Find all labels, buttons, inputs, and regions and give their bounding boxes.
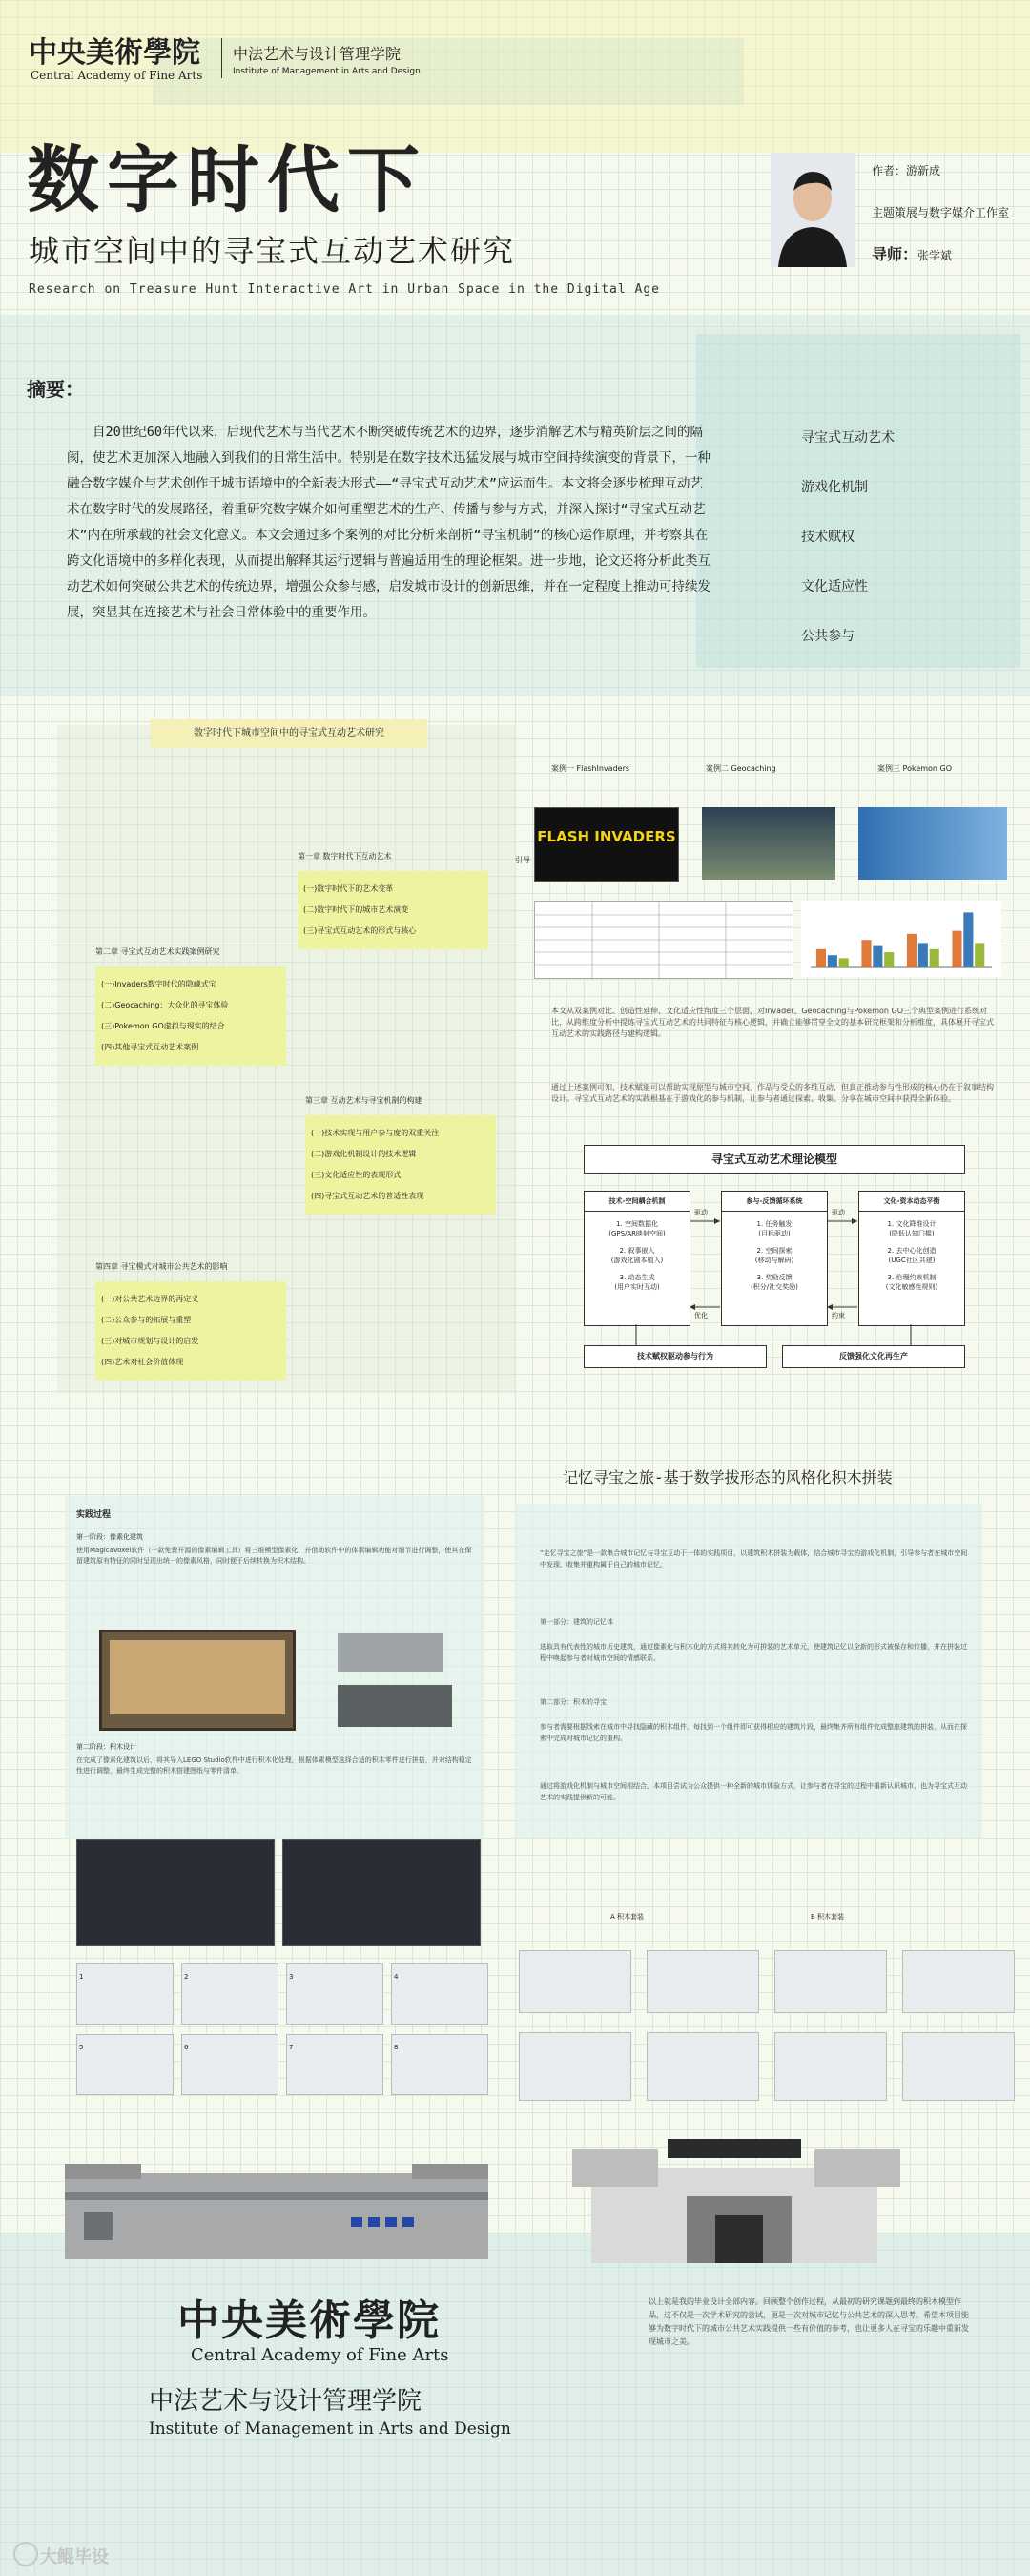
footer-institute-cn: 中法艺术与设计管理学院 — [149, 2387, 422, 2416]
case-label-3: 案例三 Pokemon GO — [877, 764, 953, 773]
bar-chart-bar — [930, 949, 939, 967]
lego-step-number: 3 — [289, 1973, 294, 1981]
bar-chart-svg — [801, 901, 1001, 977]
model-frame — [584, 1145, 965, 1374]
model-arrow-label-1: 驱动 — [694, 1209, 708, 1216]
project-right-p3: 参与者需要根据线索在城市中寻找隐藏的积木组件，每找到一个组件即可获得相应的建筑片段，最终集齐所有组件完成整座建筑的拼装，从而在探索中完成对城市记忆的重构。 — [540, 1723, 967, 1742]
case-label-1: 案例一 FlashInvaders — [551, 764, 630, 773]
case-image-invaders — [534, 807, 679, 882]
lego-step-image — [286, 1963, 383, 2025]
poster-subtitle: 城市空间中的寻宝式互动艺术研究 — [29, 233, 516, 269]
lego-step-image — [391, 2034, 488, 2095]
model-col1-item: (GPS/AR映射空间) — [608, 1230, 666, 1237]
chapter-4-block — [95, 1261, 286, 1381]
project-right-p4: 通过将游戏化机制与城市空间相结合，本项目尝试为公众提供一种全新的城市体验方式，让参与者在寻宝的过程中重新认识城市，也为寻宝式互动艺术的实践提供新的可能。 — [540, 1782, 967, 1801]
project-title: 记忆寻宝之旅-基于数学拔形态的风格化积木拼装 — [563, 1468, 893, 1486]
keyword-4: 文化适应性 — [801, 579, 868, 594]
project-right-p2: 选取具有代表性的城市历史建筑，通过像素化与积木化的方式将其转化为可拼装的艺术单元，使建筑记忆以全新的形式被保存和传播，并在拼装过程中唤起参与者对城市空间的情感联系。 — [540, 1643, 967, 1662]
model-col3-item: 1. 文化降维设计 — [887, 1220, 937, 1228]
render-set-a-2 — [647, 1950, 759, 2013]
bar-chart-bar — [861, 940, 871, 967]
case-label-2: 案例二 Geocaching — [706, 764, 776, 773]
footer-logo-cn: 中央美術學院 — [177, 2296, 441, 2345]
model-arrow-label-2: 驱动 — [832, 1209, 845, 1216]
bar-chart-bar — [975, 943, 984, 967]
chapter-3-item: (三)文化适应性的表现形式 — [311, 1171, 402, 1179]
bar-chart-bar — [828, 955, 837, 967]
model-col2-title: 参与-反馈循环系统 — [722, 1192, 827, 1212]
model-col3-item: 2. 去中心化创造 — [887, 1247, 937, 1255]
watermark-icon — [13, 2542, 38, 2566]
chapter-1-block — [298, 851, 488, 949]
lego-step-grid — [76, 1963, 486, 2107]
chapter-3-item: (二)游戏化机制设计的技术逻辑 — [311, 1150, 417, 1158]
model-bottom-left: 技术赋权驱动参与行为 — [584, 1345, 767, 1368]
model-col1-item: 1. 空间数据化 — [616, 1220, 658, 1228]
lego-step-number: 5 — [79, 2044, 84, 2051]
case-image-geocaching — [702, 807, 835, 880]
model-col2-item: (积分/社交奖励) — [751, 1283, 798, 1291]
comparison-table-grid — [535, 902, 793, 978]
model-bottom-right: 反馈强化文化再生产 — [782, 1345, 965, 1368]
lego-step-number: 2 — [184, 1973, 189, 1981]
software-screenshot-1 — [76, 1839, 275, 1946]
game-map-inner — [110, 1640, 285, 1714]
model-arrow-label-3: 优化 — [694, 1312, 708, 1319]
chapter-2-title: 第二章 寻宝式互动艺术实践案例研究 — [95, 947, 220, 956]
model-col2-item: (移动与解码) — [754, 1257, 794, 1264]
header-institute-en: Institute of Management in Arts and Design — [233, 67, 421, 76]
lego-step-image — [181, 1963, 278, 2025]
chapter-1-item: (三)寻宝式互动艺术的形式与核心 — [303, 926, 417, 935]
lego-step-number: 4 — [394, 1973, 399, 1981]
chapter-1-items — [298, 871, 488, 949]
chapter-1-item: (二)数字时代下的城市艺术演变 — [303, 905, 409, 914]
footer-institute-en: Institute of Management in Arts and Design — [149, 2420, 511, 2439]
chapter-4-item: (三)对城市规划与设计的启发 — [101, 1337, 199, 1345]
model-col1-item: (游戏化剧本植入) — [610, 1257, 664, 1264]
keyword-1: 寻宝式互动艺术 — [801, 430, 895, 446]
cases-paragraph-1: 本文从双案例对比、创造性延伸、文化适应性角度三个层面，对Invader、Geocaching与Pokemon GO三个典型案例进行系统对比，从跨维度分析中提炼寻宝式互动艺术的共同特征与核心逻辑，并确立能够贯穿全文的基本研究框架和分析维度，具体展开寻宝式互动艺术的实践路径与建构逻辑。 — [551, 1007, 994, 1038]
chapter-2-block — [95, 946, 286, 1066]
lego-step-image — [76, 1963, 174, 2025]
lego-step-image — [181, 2034, 278, 2095]
header-logo-en: Central Academy of Fine Arts — [31, 69, 203, 82]
lego-step-number: 8 — [394, 2044, 399, 2051]
cases-line-chart — [792, 901, 801, 977]
keyword-list — [801, 427, 895, 675]
pixel-building-left — [65, 2135, 488, 2259]
lego-step-number: 1 — [79, 1973, 84, 1981]
chapter-3-block — [305, 1095, 496, 1215]
lego-step-number: 7 — [289, 2044, 294, 2051]
render-set-a-4 — [647, 2032, 759, 2101]
advisor-line — [872, 242, 952, 264]
model-col2-item: 2. 空间探索 — [756, 1247, 793, 1255]
chapter-4-item: (一)对公共艺术边界的再定义 — [101, 1295, 199, 1303]
outline-title: 数字时代下城市空间中的寻宝式互动艺术研究 — [194, 728, 384, 738]
bar-chart-bar — [952, 931, 961, 967]
chapter-2-item: (四)其他寻宝式互动艺术案例 — [101, 1043, 199, 1051]
render-set-a-3 — [519, 2032, 631, 2101]
chapter-4-title: 第四章 寻宝模式对城市公共艺术的影响 — [95, 1262, 228, 1271]
chapter-2-items — [95, 966, 286, 1066]
model-col3-item: (UGC社区共建) — [888, 1257, 936, 1264]
model-col2-item: 3. 奖励反馈 — [756, 1274, 793, 1281]
lego-step-image — [286, 2034, 383, 2095]
stage-1-label: 第一阶段：像素化建筑 — [76, 1533, 143, 1541]
abstract-text: 自20世纪60年代以来，后现代艺术与当代艺术不断突破传统艺术的边界，逐步消解艺术与精英阶层之间的隔阂，使艺术更加深入地融入到我们的日常生活中。特别是在数字技术迅猛发展与城市空间持续演变的背景下，一种融合数字媒介与艺术创作于城市语境中的全新表达形式——“寻宝式互动艺术”应运而生。本文将会逐步梳理互动艺术在数字时代的发展路径，着重研究数字媒介如何重塑艺术的生产、传播与参与方式，并深入探讨“寻宝式互动艺术”内在所承载的社会文化意义。本文会通过多个案例的对比分析来剖析“寻宝机制”的核心运作原理，并考察其在跨文化语境中的多样化表现，从而提出解释其运行逻辑与普遍适用性的理论框架。进一步地，论文还将分析此类互动艺术如何突破公共艺术的传统边界，增强公众参与感，启发城市设计的创新思维，并在一定程度上推动可持续发展，突显其在连接艺术与社会日常体验中的重要作用。 — [67, 425, 711, 620]
comparison-table — [534, 901, 793, 979]
chapter-1-item: (一)数字时代下的艺术变革 — [303, 884, 394, 893]
model-title: 寻宝式互动艺术理论模型 — [711, 1153, 837, 1166]
model-col3-item: (降低认知门槛) — [889, 1230, 935, 1237]
stage-1-text: 使用MagicaVoxel软件（一款免费开源的像素编辑工具）将三维模型像素化，并借助软件中的体素编辑功能对细节进行调整，使其在保留建筑原有特征的同时呈现出统一的像素风格，同时便于后续转换为积木结构。 — [76, 1547, 472, 1565]
pixel-building-right — [572, 2129, 900, 2263]
chapter-4-item: (二)公众参与的拓展与重塑 — [101, 1316, 192, 1324]
cases-paragraph-2: 通过上述案例可知，技术赋能可以帮助实现原型与城市空间、作品与受众的多维互动，但真正推动参与性形成的核心仍在于叙事结构设计。寻宝式互动艺术的实践根基在于游戏化的参与机制，让参与者通过探索、收集、分享在城市空间中获得全新体验。 — [551, 1083, 994, 1103]
pixel-building-thumb-2 — [338, 1685, 452, 1727]
render-set-b-1 — [774, 1950, 887, 2013]
lego-step-number: 6 — [184, 2044, 189, 2051]
model-col2-item: 1. 任务触发 — [756, 1220, 793, 1228]
chapter-4-item: (四)艺术对社会价值体现 — [101, 1358, 184, 1366]
outline-title-box — [151, 719, 427, 748]
lego-step-image — [76, 2034, 174, 2095]
advisor-label: 导师： — [872, 245, 918, 263]
case-image-pokemon — [858, 807, 1007, 880]
stage-2-text: 在完成了像素化建筑以后，将其导入LEGO Studio软件中进行积木化处理，根据体素模型选择合适的积木零件进行拼搭，并对结构稳定性进行调整，最终生成完整的积木搭建图纸与零件清单。 — [76, 1756, 472, 1775]
chapter-1-title: 第一章 数字时代下互动艺术 — [298, 852, 392, 861]
chapter-2-item: (三)Pokemon GO虚拟与现实的结合 — [101, 1022, 225, 1030]
abstract-heading: 摘要： — [27, 378, 84, 401]
watermark-text: 大鲲毕设 — [40, 2547, 109, 2567]
outline-connector-label: 引导 — [515, 856, 530, 864]
keyword-3: 技术赋权 — [801, 530, 855, 545]
model-col1-item: 2. 叙事嵌入 — [619, 1247, 655, 1255]
model-col3-item: 3. 伦理约束机制 — [887, 1274, 937, 1281]
chapter-3-items — [305, 1115, 496, 1215]
pixel-building-right-svg — [572, 2129, 900, 2263]
part-1-label: 第一部分：建筑的记忆体 — [540, 1618, 613, 1626]
poster-english-title: Research on Treasure Hunt Interactive Art in Urban Space in the Digital Age — [29, 282, 660, 297]
conclusion-text: 以上就是我的毕业设计全部内容。回顾整个创作过程，从最初的研究课题到最终的积木模型作品，这不仅是一次学术研究的尝试，更是一次对城市记忆与公共艺术的深入思考。希望本项目能够为数字时代下的城市公共艺术实践提供一些有价值的参考，也让更多人在寻宝的乐趣中重新发现城市之美。 — [649, 2297, 969, 2346]
render-set-a-1 — [519, 1950, 631, 2013]
pixel-building-thumb-1 — [338, 1633, 443, 1672]
part-2-label: 第二部分：积木的寻宝 — [540, 1698, 607, 1706]
stage-2-label: 第二阶段：积木设计 — [76, 1743, 136, 1751]
render-set-b-2 — [902, 1950, 1015, 2013]
project-right-p1: “走忆寻宝之旅”是一款集合城市记忆与寻宝互动于一体的实践项目，以建筑积木拼装为载体，结合城市寻宝的游戏化机制，引导参与者在城市空间中发现、收集并重构属于自己的城市记忆。 — [540, 1549, 968, 1568]
chapter-3-item: (四)寻宝式互动艺术的普适性表现 — [311, 1192, 424, 1200]
author-line: 作者：游新成 — [872, 164, 941, 177]
chapter-2-item: (一)Invaders数字时代的隐藏式宝 — [101, 980, 216, 988]
advisor-name: 张学斌 — [917, 249, 953, 262]
bar-chart-bar — [839, 958, 849, 967]
model-arrow-label-4: 约束 — [832, 1312, 845, 1319]
model-col1-item: (用户实时互动) — [614, 1283, 660, 1291]
model-arrows — [584, 1145, 965, 1374]
set-a-label: A 积木套装 — [610, 1913, 645, 1921]
chapter-2-item: (二)Geocaching：大众化的寻宝体验 — [101, 1001, 229, 1009]
set-b-label: B 积木套装 — [811, 1913, 845, 1921]
model-col3-title: 文化-资本动态平衡 — [859, 1192, 964, 1212]
lego-step-image — [391, 1963, 488, 2025]
model-col2-item: (目标驱动) — [758, 1230, 791, 1237]
header-logo-cn: 中央美術學院 — [29, 36, 200, 70]
cases-bar-chart — [801, 901, 1001, 977]
header-institute-cn: 中法艺术与设计管理学院 — [233, 45, 402, 63]
chapter-3-item: (一)技术实现与用户参与度的双重关注 — [311, 1129, 440, 1137]
bar-chart-bar — [884, 952, 894, 967]
pixel-building-left-svg — [65, 2135, 488, 2259]
render-set-b-3 — [774, 2032, 887, 2101]
chapter-3-title: 第三章 互动艺术与寻宝机制的构建 — [305, 1096, 422, 1105]
model-col1-item: 3. 动态生成 — [619, 1274, 655, 1281]
poster-main-title: 数字时代下 — [27, 137, 427, 222]
bar-chart-bar — [963, 912, 973, 967]
footer-logo-en: Central Academy of Fine Arts — [191, 2345, 449, 2365]
header-divider — [221, 38, 222, 78]
model-col3-item: (文化敏感性规则) — [885, 1283, 938, 1291]
bar-chart-bar — [907, 934, 917, 967]
render-set-b-4 — [902, 2032, 1015, 2101]
invaders-art-text: FLASH INVADERS — [537, 828, 676, 845]
bar-chart-bar — [918, 943, 928, 967]
model-col1-title: 技术-空间耦合机制 — [585, 1192, 690, 1212]
chapter-4-items — [95, 1281, 286, 1381]
bar-chart-bar — [816, 949, 826, 967]
process-label: 实践过程 — [76, 1510, 112, 1520]
software-screenshot-2 — [282, 1839, 481, 1946]
author-photo — [771, 153, 855, 267]
keyword-2: 游戏化机制 — [801, 480, 868, 495]
studio-line: 主题策展与数字媒介工作室 — [872, 206, 1010, 219]
keyword-5: 公共参与 — [801, 629, 855, 644]
game-map-image — [99, 1630, 296, 1731]
bar-chart-bar — [873, 946, 882, 967]
